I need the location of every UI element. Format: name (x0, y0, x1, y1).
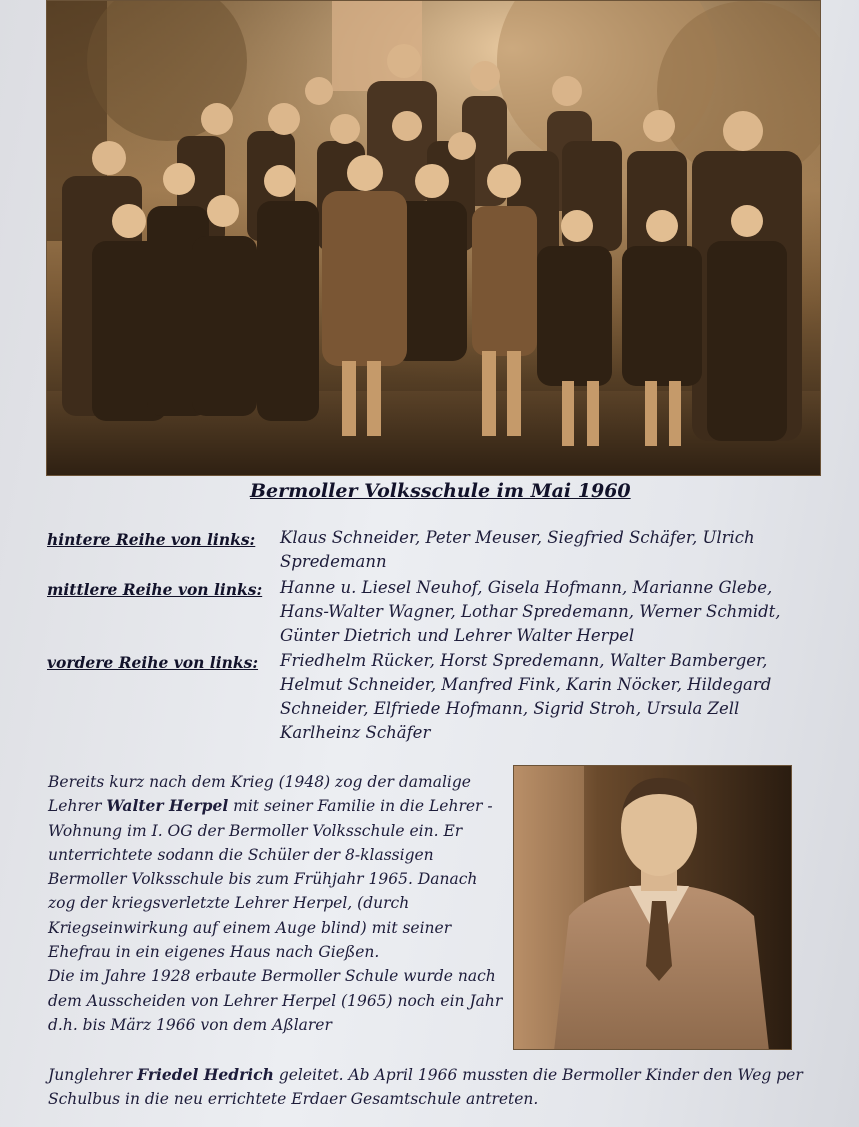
teacher-name: Walter Herpel (106, 796, 229, 816)
back-row-names: Klaus Schneider, Peter Meuser, Siegfried Schäfer, Ulrich Spredemann (280, 528, 755, 571)
biography-paragraph-2: Die im Jahre 1928 erbaute Bermoller Schule wurde nach dem Ausscheiden von Lehrer Herpel (1965) noch ein Jahr d.h. bis März 1966 von dem Aßlarer (48, 967, 503, 1034)
teacher-portrait-photo (513, 765, 792, 1050)
back-row-label: hintere Reihe von links: (47, 530, 256, 549)
front-row-names: Friedhelm Rücker, Horst Spredemann, Walter Bamberger, Helmut Schneider, Manfred Fink, Karin Nöcker, Hildegard Schneider, Elfriede Hofmann, Sigrid Stroh, Ursula Zell Karlheinz Schäfer (280, 651, 772, 742)
class-photo (46, 0, 821, 476)
class-photo-image (47, 1, 821, 476)
biography-paragraph-1: Bereits kurz nach dem Krieg (1948) zog der damalige Lehrer Walter Herpel mit seiner Familie in die Lehrer - Wohnung im I. OG der Bermoller Volksschule ein. Er unterrichtete sodann die Schüler der 8-klassigen Bermoller Volksschule bis zum Frühjahr 1965. Danach zog der kriegsverletzte Lehrer Herpel, (durch Kriegseinwirkung auf einem Auge blind) mit seiner Ehefrau in ein eigenes Haus nach Gießen. (48, 773, 493, 962)
teacher-biography (48, 770, 508, 1037)
front-row-label: vordere Reihe von links: (47, 653, 259, 672)
middle-row-names: Hanne u. Liesel Neuhof, Gisela Hofmann, Marianne Glebe, Hans-Walter Wagner, Lothar Spredemann, Werner Schmidt, Günter Dietrich und Lehrer Walter Herpel (280, 578, 781, 645)
junior-teacher-name: Friedel Hedrich (137, 1065, 274, 1084)
biography-paragraph-2-end: Junglehrer Friedel Hedrich geleitet. Ab April 1966 mussten die Bermoller Kinder den Weg per Schulbus in die neu errichtete Erdaer Gesamtschule antreten. (48, 1065, 803, 1109)
photo-caption-title: Bermoller Volksschule im Mai 1960 (250, 480, 631, 502)
middle-row-label: mittlere Reihe von links: (47, 580, 263, 599)
teacher-portrait-image (514, 766, 792, 1050)
